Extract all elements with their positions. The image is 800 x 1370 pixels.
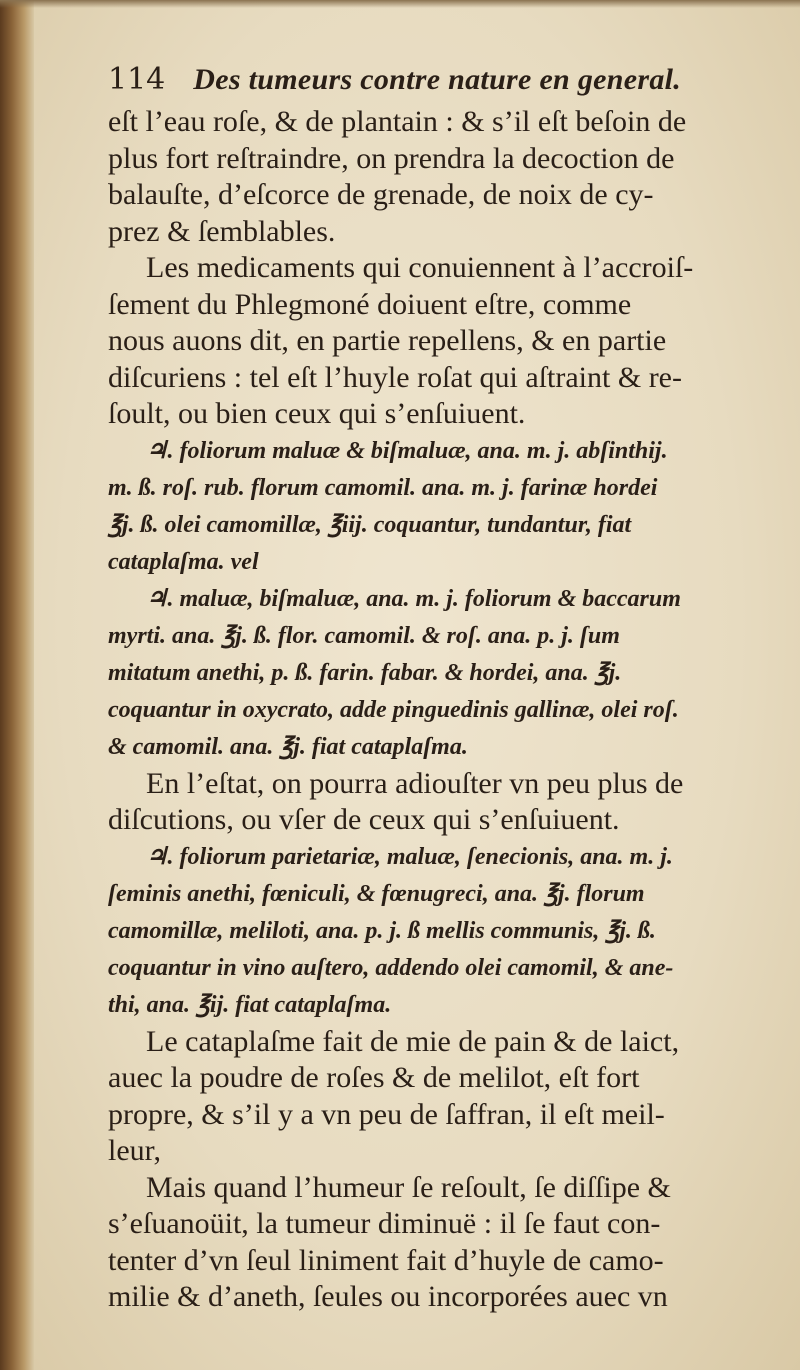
recipe-line: ♃. foliorum maluæ & biſmaluæ, ana. m. j. abſinthij. — [146, 437, 668, 464]
text-line: milie & d’aneth, ſeules ou incorporées auec vn — [108, 1280, 668, 1313]
paragraph-cataplasme — [108, 1024, 792, 1170]
recipe-line: & camomil. ana. ℥j. fiat cataplaſma. — [108, 733, 468, 760]
text-line: plus fort reſtraindre, on prendra la decoction de — [108, 141, 675, 175]
text-line: nous auons dit, en partie repellens, & en partie — [108, 324, 667, 357]
text-line: diſcuriens : tel eſt l’huyle roſat qui aſtraint & re- — [108, 360, 682, 394]
text-line: auec la poudre de roſes & de melilot, eſt fort — [108, 1061, 640, 1094]
text-line: propre, & s’il y a vn peu de ſaffran, il eſt meil- — [108, 1097, 665, 1131]
page-number: 114 — [108, 62, 166, 97]
text-line: diſcutions, ou vſer de ceux qui s’enſuiuent. — [108, 803, 620, 836]
text-line: s’eſuanoüit, la tumeur diminuë : il ſe faut con- — [108, 1207, 661, 1240]
recipe-cataplasm-1 — [108, 433, 792, 581]
text-line: prez & ſemblables. — [108, 214, 336, 248]
text-line: eſt l’eau roſe, & de plantain : & s’il eſt beſoin de — [108, 105, 687, 138]
book-binding — [0, 0, 34, 1370]
recipe-line: camomillæ, meliloti, ana. p. j. ß mellis communis, ℥j. ß. — [108, 917, 656, 944]
text-line: Le cataplaſme fait de mie de pain & de laict, — [146, 1024, 680, 1058]
text-line: balauſte, d’eſcorce de grenade, de noix de cy- — [108, 178, 654, 211]
text-line: leur, — [108, 1134, 161, 1167]
recipe-line: coquantur in vino auſtero, addendo olei camomil, & ane- — [108, 954, 674, 981]
recipe-line: thi, ana. ℥ij. fiat cataplaſma. — [108, 991, 392, 1018]
recipe-line: cataplaſma. vel — [108, 548, 259, 575]
text-line: ſoult, ou bien ceux qui s’enſuiuent. — [108, 397, 526, 430]
recipe-line: mitatum anethi, p. ß. farin. fabar. & hordei, ana. ℥j. — [108, 659, 622, 686]
page-content — [108, 60, 792, 1316]
recipe-line: myrti. ana. ℥j. ß. flor. camomil. & roſ. ana. p. j. ſum — [108, 622, 620, 649]
recipe-line: coquantur in oxycrato, adde pinguedinis gallinæ, olei roſ. — [108, 696, 679, 723]
text-line: En l’eſtat, on pourra adiouſter vn peu plus de — [146, 766, 684, 800]
text-line: Mais quand l’humeur ſe reſoult, ſe diſſipe & — [146, 1170, 671, 1204]
recipe-line: ♃. maluæ, biſmaluæ, ana. m. j. foliorum & baccarum — [146, 585, 681, 612]
paragraph-continuation — [108, 104, 792, 250]
text-line: ſement du Phlegmoné doiuent eſtre, comme — [108, 287, 632, 321]
recipe-cataplasm-2 — [108, 581, 792, 766]
text-line: tenter d’vn ſeul liniment fait d’huyle de camo- — [108, 1243, 664, 1277]
page-top-edge — [0, 0, 800, 8]
recipe-line: ℥j. ß. olei camomillæ, ℥iij. coquantur, tundantur, fiat — [108, 511, 632, 538]
page-header — [108, 60, 792, 100]
recipe-line: ♃. foliorum parietariæ, maluæ, ſenecionis, ana. m. j. — [146, 843, 673, 870]
running-title: Des tumeurs contre nature en general. — [193, 63, 682, 96]
recipe-line: m. ß. roſ. rub. florum camomil. ana. m. j. farinæ hordei — [108, 474, 658, 501]
recipe-line: ſeminis anethi, fœniculi, & fœnugreci, ana. ℥j. florum — [108, 880, 645, 907]
text-line: Les medicaments qui conuiennent à l’accroiſ- — [146, 251, 694, 284]
paragraph-medicaments — [108, 250, 792, 433]
recipe-cataplasm-3 — [108, 839, 792, 1024]
paragraph-estat — [108, 766, 792, 839]
paragraph-mais-quand — [108, 1170, 792, 1316]
